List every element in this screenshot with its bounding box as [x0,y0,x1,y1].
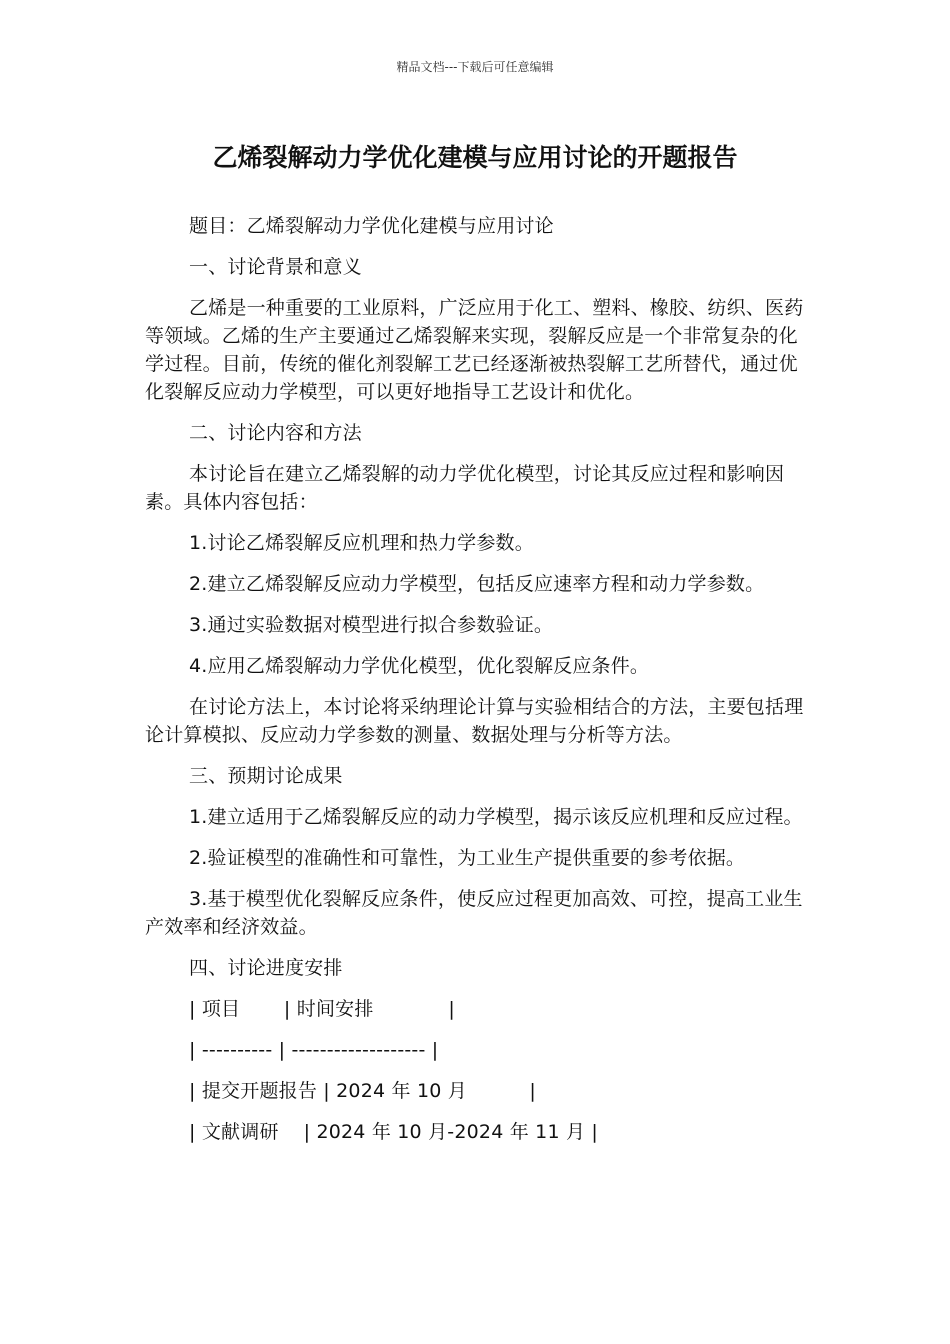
result-item: 3.基于模型优化裂解反应条件，使反应过程更加高效、可控，提高工业生产效率和经济效益。 [145,888,803,938]
content-item: 1.讨论乙烯裂解反应机理和热力学参数。 [189,532,534,554]
header-note: 精品文档---下载后可任意编辑 [396,60,554,74]
schedule-table-separator: | ---------- | ------------------- | [189,1039,439,1061]
result-item: 2.验证模型的准确性和可靠性，为工业生产提供重要的参考依据。 [189,847,746,869]
section-heading-expected-results: 三、预期讨论成果 [189,765,343,787]
content-intro-paragraph: 本讨论旨在建立乙烯裂解的动力学优化模型，讨论其反应过程和影响因素。具体内容包括： [145,463,785,513]
schedule-table-header: | 项目 | 时间安排 | [189,998,456,1020]
content-item: 3.通过实验数据对模型进行拟合参数验证。 [189,614,554,636]
section-heading-background: 一、讨论背景和意义 [189,256,362,278]
section-heading-content-methods: 二、讨论内容和方法 [189,422,362,444]
content-item: 4.应用乙烯裂解动力学优化模型，优化裂解反应条件。 [189,655,650,677]
document-title: 乙烯裂解动力学优化建模与应用讨论的开题报告 [212,143,738,172]
methods-paragraph: 在讨论方法上，本讨论将采纳理论计算与实验相结合的方法，主要包括理论计算模拟、反应动力学参数的测量、数据处理与分析等方法。 [145,696,804,746]
section-heading-schedule: 四、讨论进度安排 [189,957,343,979]
document-body [145,212,809,1159]
result-item: 1.建立适用于乙烯裂解反应的动力学模型，揭示该反应机理和反应过程。 [189,806,803,828]
background-paragraph: 乙烯是一种重要的工业原料，广泛应用于化工、塑料、橡胶、纺织、医药等领域。乙烯的生产主要通过乙烯裂解来实现，裂解反应是一个非常复杂的化学过程。目前，传统的催化剂裂解工艺已经逐渐被热裂解工艺所替代，通过优化裂解反应动力学模型，可以更好地指导工艺设计和优化。 [145,297,804,403]
content-item: 2.建立乙烯裂解反应动力学模型，包括反应速率方程和动力学参数。 [189,573,765,595]
schedule-table-row: | 文献调研 | 2024 年 10 月-2024 年 11 月 | [189,1121,599,1143]
topic-line: 题目：乙烯裂解动力学优化建模与应用讨论 [189,215,554,237]
schedule-table-row: | 提交开题报告 | 2024 年 10 月 | [189,1080,536,1102]
